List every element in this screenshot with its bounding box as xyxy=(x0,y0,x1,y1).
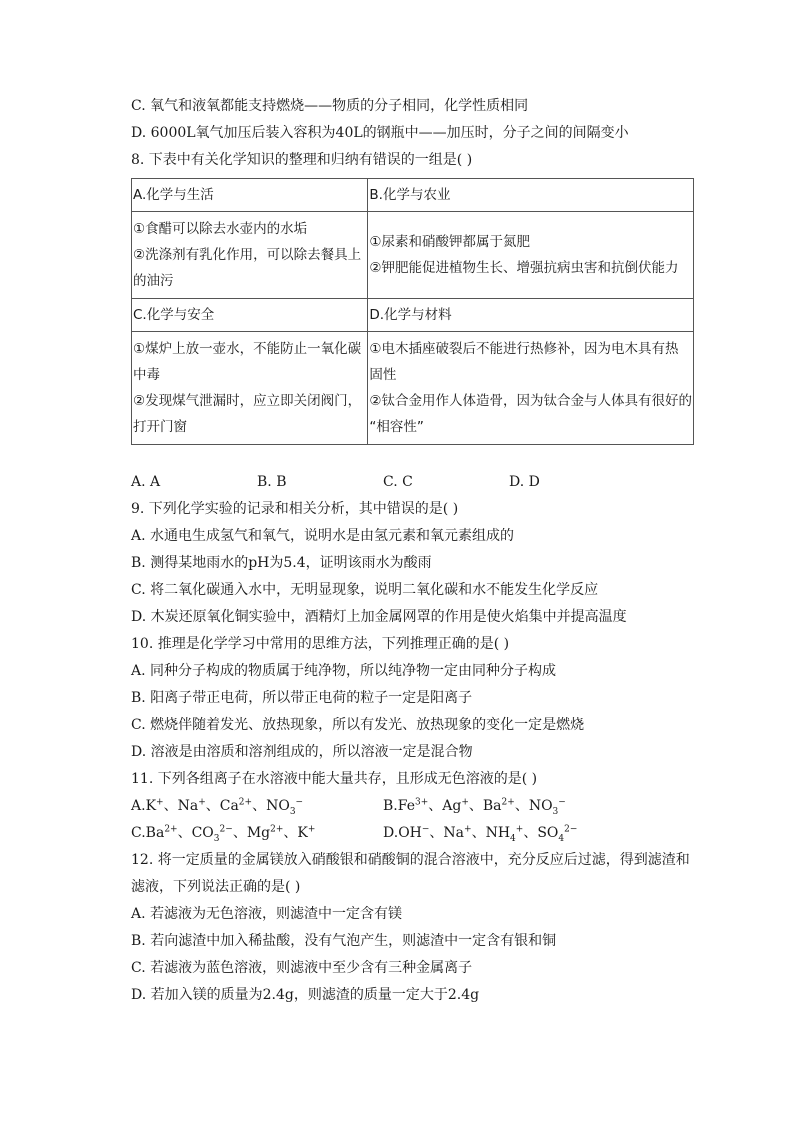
q10-option-c[interactable]: C. 燃烧伴随着发光、放热现象，所以有发光、放热现象的变化一定是燃烧 xyxy=(131,717,585,733)
ion-separator: 、 xyxy=(514,798,529,814)
ion-formula: Na+ xyxy=(177,797,206,814)
q11-option-b[interactable] xyxy=(383,793,566,820)
q8-options xyxy=(131,469,696,496)
ion-formula: $NO_3^-$ xyxy=(266,797,304,817)
ion-formula: $Ca^{2+}$ xyxy=(219,797,253,814)
option-label: B. xyxy=(383,798,398,814)
q9-option-d[interactable]: D. 木炭还原氧化铜实验中，酒精灯上加金属网罩的作用是使火焰集中并提高温度 xyxy=(131,609,627,625)
table-cell-a xyxy=(132,212,368,299)
q10-stem: 10. 推理是化学学习中常用的思维方法，下列推理正确的是( ) xyxy=(131,636,510,652)
ion-list xyxy=(398,793,566,820)
q12-option-b[interactable]: B. 若向滤渣中加入稀盐酸，没有气泡产生，则滤渣中一定含有银和铜 xyxy=(131,933,557,949)
ion-formula: $SO_4^{2-}$ xyxy=(537,824,578,844)
cell-c-line-2: 中毒 xyxy=(133,367,160,383)
ion-list xyxy=(146,793,304,820)
ion-formula: $Ba^{2+}$ xyxy=(482,797,515,814)
cell-a-line-3: 的油污 xyxy=(133,273,174,289)
q11-stem: 11. 下列各组离子在水溶液中能大量共存，且形成无色溶液的是( ) xyxy=(131,771,538,787)
ion-separator: 、 xyxy=(252,798,267,814)
option-label: C. xyxy=(131,825,146,841)
cell-a-line-1: ①食醋可以除去水壶内的水垢 xyxy=(133,221,308,237)
ion-formula: $NO_3^-$ xyxy=(528,797,566,817)
ion-list xyxy=(398,820,577,847)
table-cell-c xyxy=(132,332,368,445)
q9-stem: 9. 下列化学实验的记录和相关分析，其中错误的是( ) xyxy=(131,501,459,517)
table-cell-b xyxy=(368,212,694,299)
ion-formula: $Ba^{2+}$ xyxy=(145,824,178,841)
cell-a-line-2: ②洗涤剂有乳化作用，可以除去餐具上 xyxy=(133,247,362,263)
ion-separator: 、 xyxy=(523,825,538,841)
option-label: A. xyxy=(131,798,146,814)
q7-option-c: C. 氧气和液氧都能支持燃烧——物质的分子相同，化学性质相同 xyxy=(131,98,529,114)
ion-separator: 、 xyxy=(177,825,192,841)
ion-formula: $Mg^{2+}$ xyxy=(246,824,284,841)
q9-option-b[interactable]: B. 测得某地雨水的pH为5.4，证明该雨水为酸雨 xyxy=(131,555,432,571)
q9-option-c[interactable]: C. 将二氧化碳通入水中，无明显现象，说明二氧化碳和水不能发生化学反应 xyxy=(131,582,599,598)
ion-formula: Na+ xyxy=(443,824,472,841)
q12-option-a[interactable]: A. 若滤液为无色溶液，则滤渣中一定含有镁 xyxy=(131,906,403,922)
q11-option-c[interactable] xyxy=(131,820,383,847)
ion-list xyxy=(146,820,316,847)
cell-d-line-3: ②钛合金用作人体造骨，因为钛合金与人体具有很好的 xyxy=(369,393,692,409)
exam-page xyxy=(131,93,696,1009)
ion-separator: 、 xyxy=(429,825,444,841)
ion-separator: 、 xyxy=(232,825,247,841)
cell-c-line-4: 打开门窗 xyxy=(133,419,187,435)
cell-c-line-3: ②发现煤气泄漏时，应立即关闭阀门， xyxy=(133,393,362,409)
q10-option-d[interactable]: D. 溶液是由溶质和溶剂组成的，所以溶液一定是混合物 xyxy=(131,744,473,760)
q9-option-a[interactable]: A. 水通电生成氢气和氧气，说明水是由氢元素和氧元素组成的 xyxy=(131,528,515,544)
table-head-c: C.化学与安全 xyxy=(132,299,368,332)
ion-separator: 、 xyxy=(163,798,178,814)
q11-options-row-1 xyxy=(131,793,696,820)
cell-d-line-4: “相容性” xyxy=(369,419,424,435)
ion-formula: $CO_3^{2-}$ xyxy=(191,824,233,844)
ion-formula: Ag+ xyxy=(442,797,469,814)
q11-option-d[interactable] xyxy=(383,820,577,847)
q11-options-row-2 xyxy=(131,820,696,847)
table-cell-d xyxy=(368,332,694,445)
ion-separator: 、 xyxy=(283,825,298,841)
q12-option-d[interactable]: D. 若加入镁的质量为2.4g，则滤渣的质量一定大于2.4g xyxy=(131,987,480,1003)
ion-separator: 、 xyxy=(428,798,443,814)
cell-c-line-1: ①煤炉上放一壶水，不能防止一氧化碳 xyxy=(133,341,362,357)
cell-b-line-1: ①尿素和硝酸钾都属于氮肥 xyxy=(369,234,530,250)
q8-option-b[interactable]: B. B xyxy=(257,474,287,490)
table-head-d: D.化学与材料 xyxy=(368,299,694,332)
q7-option-d: D. 6000L氧气加压后装入容积为40L的钢瓶中——加压时，分子之间的间隔变小 xyxy=(131,125,629,141)
ion-formula: K+ xyxy=(297,824,316,841)
ion-formula: OH− xyxy=(398,824,430,841)
q8-knowledge-table xyxy=(131,178,694,445)
cell-b-line-2: ②钾肥能促进植物生长、增强抗病虫害和抗倒伏能力 xyxy=(369,260,679,276)
q8-option-a[interactable]: A. A xyxy=(131,474,161,490)
ion-formula: $Fe^{3+}$ xyxy=(397,797,429,814)
q12-stem-line-2: 滤液，下列说法正确的是( ) xyxy=(131,879,301,895)
table-head-a: A.化学与生活 xyxy=(132,179,368,212)
q12-stem-line-1: 12. 将一定质量的金属镁放入硝酸银和硝酸铜的混合溶液中，充分反应后过滤，得到滤渣和 xyxy=(131,852,690,868)
ion-formula: $NH_4^+$ xyxy=(485,824,524,844)
q10-option-a[interactable]: A. 同种分子构成的物质属于纯净物，所以纯净物一定由同种分子构成 xyxy=(131,663,557,679)
ion-separator: 、 xyxy=(205,798,220,814)
q11-option-a[interactable] xyxy=(131,793,383,820)
q12-option-c[interactable]: C. 若滤液为蓝色溶液，则滤液中至少含有三种金属离子 xyxy=(131,960,473,976)
q10-option-b[interactable]: B. 阳离子带正电荷，所以带正电荷的粒子一定是阳离子 xyxy=(131,690,473,706)
q8-option-c[interactable]: C. C xyxy=(383,474,413,490)
q8-option-d[interactable]: D. D xyxy=(509,474,540,490)
table-head-b: B.化学与农业 xyxy=(368,179,694,212)
option-label: D. xyxy=(383,825,399,841)
cell-d-line-1: ①电木插座破裂后不能进行热修补，因为电木具有热 xyxy=(369,341,679,357)
cell-d-line-2: 固性 xyxy=(369,367,397,383)
ion-separator: 、 xyxy=(471,825,486,841)
ion-formula: K+ xyxy=(145,797,164,814)
ion-separator: 、 xyxy=(468,798,483,814)
q8-stem: 8. 下表中有关化学知识的整理和归纳有错误的一组是( ) xyxy=(131,152,473,168)
